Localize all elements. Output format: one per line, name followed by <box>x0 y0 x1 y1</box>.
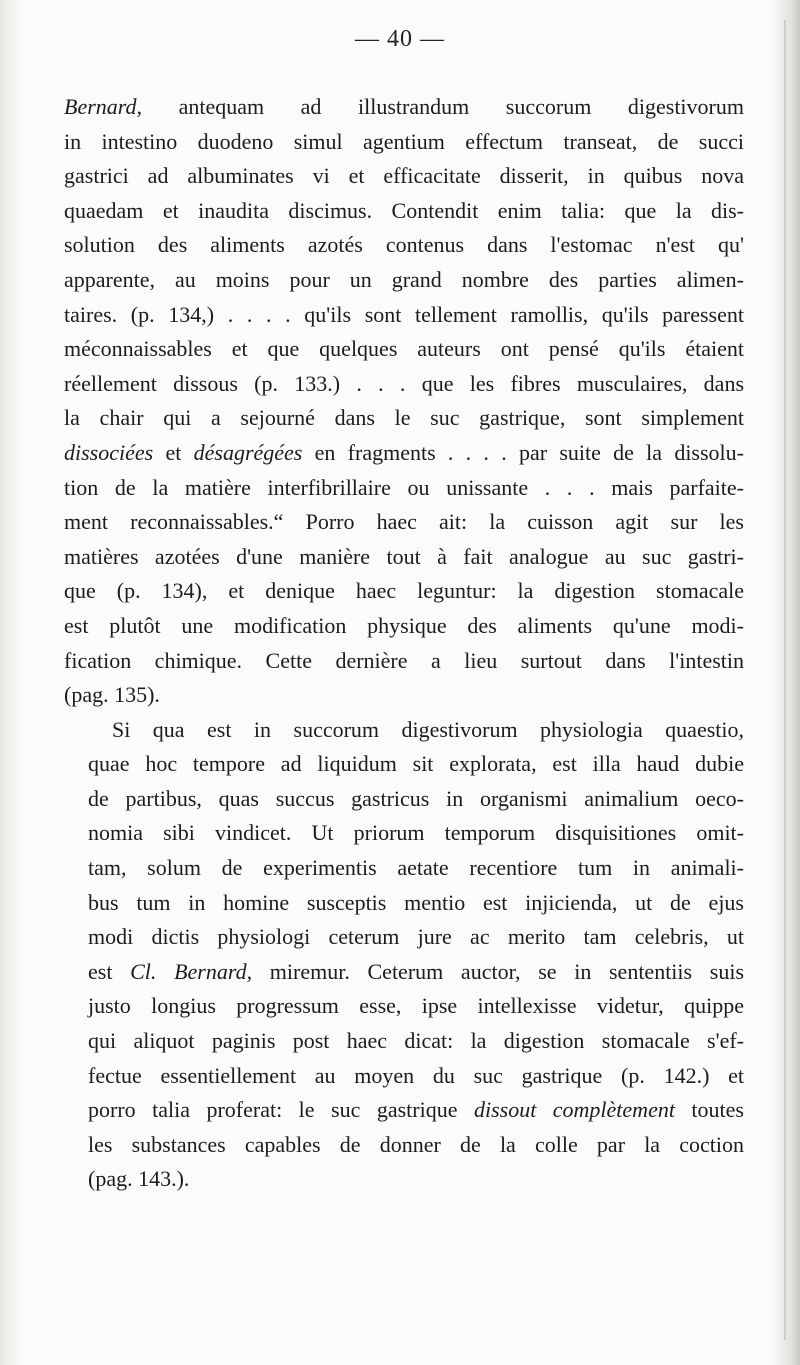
text-line <box>64 194 744 229</box>
text-segment: qui aliquot paginis post haec dicat: la digestion stomacale s'ef- <box>88 1028 744 1054</box>
text-segment: Si qua est in succorum digestivorum physiologia quaestio, <box>112 716 744 742</box>
text-segment: nomia sibi vindicet. Ut priorum temporum disquisitiones omit- <box>88 820 744 846</box>
text-line <box>64 125 744 160</box>
text-line <box>64 436 744 471</box>
text-line <box>64 1162 744 1197</box>
paragraph <box>64 90 744 713</box>
italic-text: désagrégées <box>193 439 303 465</box>
text-segment: les substances capables de donner de la colle par la coction <box>88 1131 744 1157</box>
text-segment: fication chimique. Cette dernière a lieu surtout dans l'intestin <box>64 647 744 673</box>
text-segment: tion de la matière interfibrillaire ou unissante . . . mais parfaite- <box>64 474 744 500</box>
text-line <box>64 920 744 955</box>
text-line <box>64 1128 744 1163</box>
text-line <box>64 367 744 402</box>
text-segment: quae hoc tempore ad liquidum sit explorata, est illa haud dubie <box>88 751 744 777</box>
text-segment: que (p. 134), et denique haec leguntur: la digestion stomacale <box>64 578 744 604</box>
text-segment: gastrici ad albuminates vi et efficacitate disserit, in quibus nova <box>64 163 744 189</box>
text-line <box>64 816 744 851</box>
page-number: — 40 — <box>355 26 445 52</box>
text-segment: est <box>88 958 131 984</box>
text-segment: et <box>153 439 194 465</box>
text-line <box>64 540 744 575</box>
text-line <box>64 644 744 679</box>
text-line <box>64 989 744 1024</box>
text-segment: tam, solum de experimentis aetate recentiore tum in animali- <box>88 855 744 881</box>
paragraph <box>64 713 744 1197</box>
text-line <box>64 851 744 886</box>
text-segment: quaedam et inaudita discimus. Contendit enim talia: que la dis- <box>64 197 744 223</box>
page-edge-line <box>784 20 786 1340</box>
body-text <box>64 90 744 1197</box>
italic-text: Bernard, <box>64 94 143 119</box>
text-line <box>64 574 744 609</box>
text-line <box>64 471 744 506</box>
text-segment: de partibus, quas succus gastricus in organismi animalium oeco- <box>88 785 744 811</box>
text-line <box>64 332 744 367</box>
text-line <box>64 1093 744 1128</box>
text-segment: in intestino duodeno simul agentium effectum transeat, de succi <box>64 128 744 154</box>
text-segment: est plutôt une modification physique des aliments qu'une modi- <box>64 612 744 638</box>
italic-text: Cl. Bernard, <box>130 958 253 984</box>
text-segment: ment reconnaissables.“ Porro haec ait: la cuisson agit sur les <box>64 509 744 535</box>
text-segment: miremur. Ceterum auctor, se in sententiis suis <box>252 958 745 984</box>
text-segment: apparente, au moins pour un grand nombre des parties alimen- <box>64 266 744 292</box>
text-segment: antequam ad illustrandum succorum digestivorum <box>142 94 744 119</box>
text-line <box>64 747 744 782</box>
text-line <box>64 228 744 263</box>
text-segment: porro talia proferat: le suc gastrique <box>88 1097 474 1123</box>
text-segment: matières azotées d'une manière tout à fait analogue au suc gastri- <box>64 543 744 569</box>
text-line <box>64 159 744 194</box>
text-segment: justo longius progressum esse, ipse intellexisse videtur, quippe <box>88 993 744 1019</box>
text-segment: toutes <box>674 1097 744 1123</box>
text-line <box>64 678 744 713</box>
italic-text: dissociées <box>64 439 154 465</box>
text-segment: en fragments . . . . par suite de la dissolu- <box>302 439 744 465</box>
text-line <box>64 298 744 333</box>
italic-text: dissout complètement <box>473 1097 675 1123</box>
text-line <box>64 505 744 540</box>
text-segment: (pag. 143.). <box>88 1166 190 1192</box>
text-segment: la chair qui a sejourné dans le suc gastrique, sont simplement <box>64 405 744 431</box>
text-line <box>64 955 744 990</box>
text-line <box>64 782 744 817</box>
text-segment: (pag. 135). <box>64 682 160 708</box>
text-line <box>64 1059 744 1094</box>
text-line <box>64 90 744 125</box>
text-line <box>64 886 744 921</box>
text-segment: bus tum in homine susceptis mentio est injicienda, ut de ejus <box>88 889 744 915</box>
text-line <box>64 263 744 298</box>
page-gutter-left <box>0 0 22 1365</box>
text-segment: réellement dissous (p. 133.) . . . que les fibres musculaires, dans <box>64 370 744 396</box>
text-line <box>64 401 744 436</box>
text-segment: taires. (p. 134,) . . . . qu'ils sont tellement ramollis, qu'ils paressent <box>64 301 744 327</box>
text-line <box>64 1024 744 1059</box>
text-line <box>64 609 744 644</box>
text-segment: modi dictis physiologi ceterum jure ac merito tam celebris, ut <box>88 924 744 950</box>
text-segment: méconnaissables et que quelques auteurs ont pensé qu'ils étaient <box>64 336 744 362</box>
text-segment: solution des aliments azotés contenus dans l'estomac n'est qu' <box>64 232 744 258</box>
text-segment: fectue essentiellement au moyen du suc gastrique (p. 142.) et <box>88 1062 744 1088</box>
text-line <box>64 713 744 748</box>
